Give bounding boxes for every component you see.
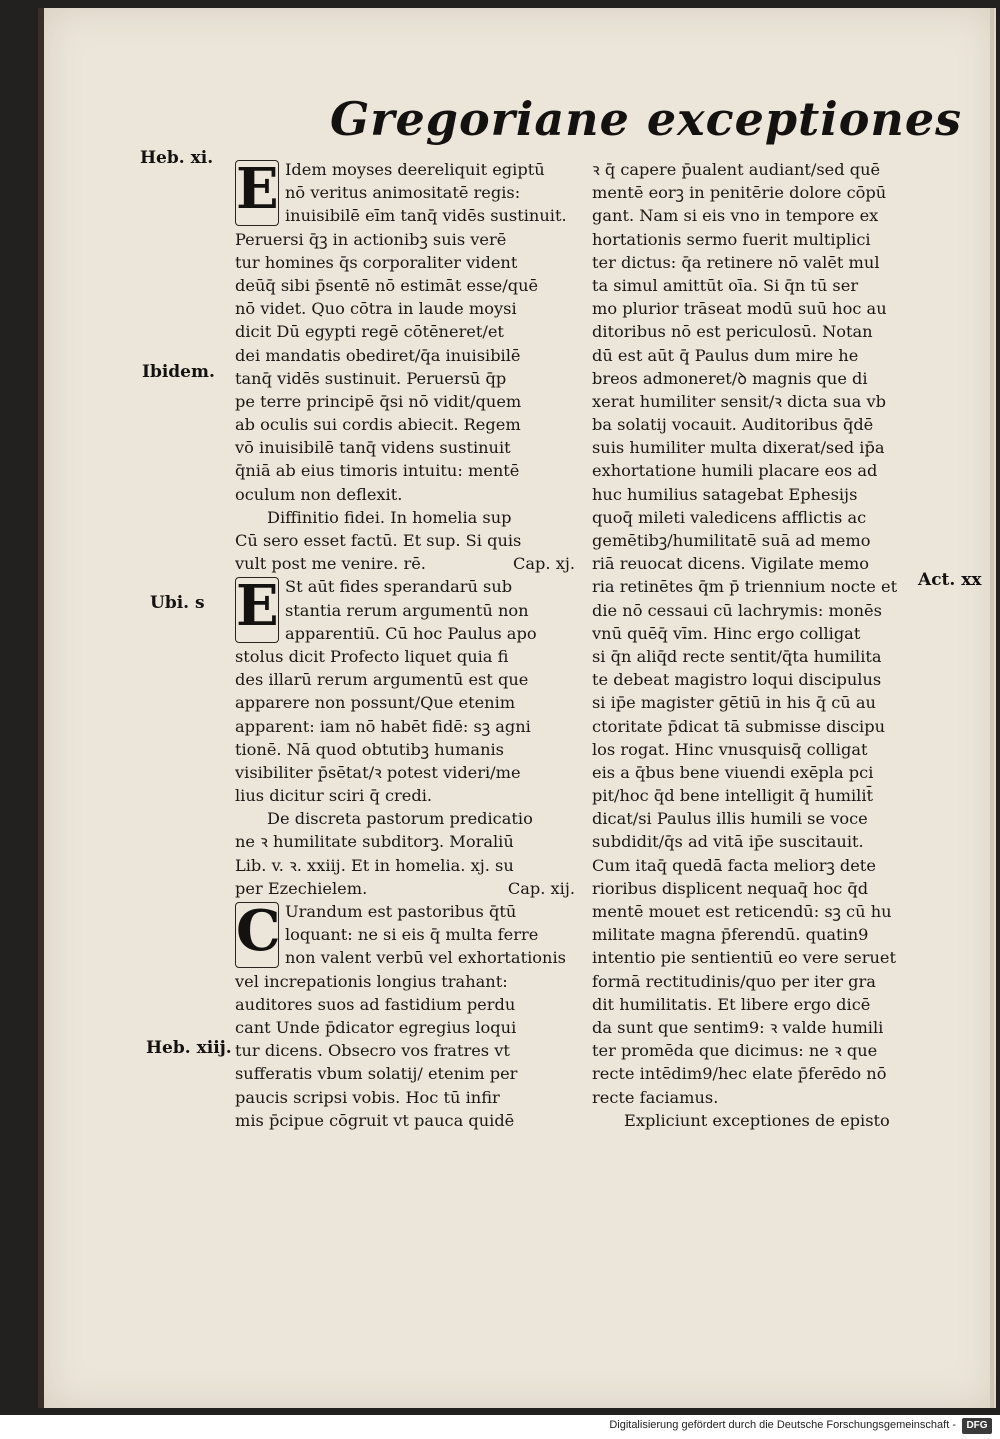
heading-line: [235, 877, 575, 900]
text-line: subdidit/q̄s ad vitā ip̄e suscitauit.: [592, 832, 864, 852]
text-line: stantia rerum argumentū non: [285, 600, 529, 620]
margin-note-heb-xi: Heb. xi.: [140, 148, 214, 168]
text-line: visibiliter p̄sētat/ꝛ potest videri/me: [235, 762, 521, 782]
heading-line: Lib. v. ꝛ. xxiij. Et in homelia. xj. su: [235, 855, 514, 875]
text-line: sufferatis vbum solatij/ etenim per: [235, 1064, 518, 1084]
text-line: ter promēda que dicimus: ne ꝛ que: [592, 1041, 878, 1061]
text-line: ba solatij vocauit. Auditoribus q̄dē: [592, 415, 874, 435]
margin-note-act-xx: Act. xx: [918, 570, 982, 590]
text-line: da sunt que sentim9: ꝛ valde humili: [592, 1017, 884, 1037]
text-line: si q̄n aliq̄d recte sentit/q̄ta humilita: [592, 646, 882, 666]
text-line: eis a q̄bus bene viuendi exēpla pci: [592, 762, 874, 782]
text-line: des illarū rerum argumentū est que: [235, 670, 529, 690]
text-line: nō veritus animositatē regis:: [285, 183, 521, 203]
margin-note-ibidem: Ibidem.: [142, 362, 215, 382]
text-line: quoq̄ mileti valedicens afflictis ac: [592, 507, 867, 527]
text-line: dicit Dū egypti regē cōtēneret/et: [235, 322, 504, 342]
text-line: non valent verbū vel exhortationis: [285, 948, 566, 968]
text-line: dū est aūt q̄ Paulus dum mire he: [592, 345, 859, 365]
heading-line: ne ꝛ humilitate subditorꝫ. Moraliū: [235, 832, 514, 852]
heading-line: De discreta pastorum predicatio: [267, 809, 533, 829]
text-line: inuisibilē eīm tanq̄ vidēs sustinuit.: [285, 206, 567, 226]
text-line: huc humilius satagebat Ephesijs: [592, 484, 858, 504]
left-column: [235, 158, 575, 1132]
heading-line: [235, 552, 575, 575]
paragraph-moyses: [235, 158, 575, 506]
text-line: mentē mouet est reticendū: sꝫ cū hu: [592, 902, 892, 921]
margin-note-heb-xiii: Heb. xiij.: [146, 1038, 232, 1058]
text-line: q̄niā ab eius timoris intuitu: mentē: [235, 461, 520, 481]
right-column: [592, 158, 934, 1132]
text-line: vnū quēq̄ vīm. Hinc ergo colligat: [592, 623, 861, 643]
text-line: formā rectitudinis/quo per iter gra: [592, 971, 876, 991]
text-line: ta simul amittūt oīa. Si q̄n tū ser: [592, 275, 859, 295]
text-line: dit humilitatis. Et libere ergo dicē: [592, 994, 871, 1014]
text-line: exhortatione humili placare eos ad: [592, 461, 878, 481]
heading-diffinitio-fidei: [235, 506, 575, 576]
text-line: hortationis sermo fuerit multiplici: [592, 229, 871, 249]
chapter-ref: Cap. xij.: [507, 878, 575, 898]
heading-text: per Ezechielem.: [235, 878, 368, 898]
text-line: ab oculis sui cordis abiecit. Regem: [235, 415, 521, 435]
text-line: suis humiliter multa dixerat/sed ip̄a: [592, 438, 885, 458]
text-line: si ip̄e magister gētiū in his q̄ cū au: [592, 693, 876, 713]
explicit-line: Expliciunt exceptiones de episto: [624, 1110, 890, 1130]
text-line: apparentiū. Cū hoc Paulus apo: [285, 623, 537, 643]
running-title: Gregoriane exceptiones: [330, 92, 963, 146]
text-line: riā reuocat dicens. Vigilate memo: [592, 554, 869, 574]
text-line: gemētibꝫ/humilitatē suā ad memo: [592, 531, 871, 550]
text-line: ria retinētes q̄m p̄ triennium nocte et: [592, 577, 898, 597]
text-line: die nō cessaui cū lachrymis: monēs: [592, 600, 882, 620]
paragraph-curandum: [235, 900, 575, 1132]
text-line: militate magna p̄ferendū. quatin9: [592, 925, 869, 945]
text-line: te debeat magistro loqui discipulus: [592, 670, 882, 690]
text-line: dicat/si Paulus illis humili se voce: [592, 809, 868, 829]
initial-letter: E: [235, 160, 279, 226]
text-line: Peruersi q̄ꝫ in actionibꝫ suis verē: [235, 229, 507, 249]
text-line: intentio pie sentientiū eo vere seruet: [592, 948, 896, 968]
text-line: apparere non possunt/Que etenim: [235, 693, 516, 713]
text-line: ꝛ q̄ capere p̄ualent audiant/sed quē: [592, 160, 881, 179]
margin-note-ubi: Ubi. s: [150, 593, 205, 613]
text-line: Urandum est pastoribus q̄tū: [285, 902, 517, 921]
dfg-logo-icon: DFG: [962, 1418, 992, 1434]
text-line: rioribus displicent nequaq̄ hoc q̄d: [592, 878, 869, 898]
text-line: ter dictus: q̄a retinere nō valēt mul: [592, 252, 880, 272]
text-line: stolus dicit Profecto liquet quia fi: [235, 646, 509, 666]
text-line: recte faciamus.: [592, 1087, 719, 1107]
text-line: tanq̄ vidēs sustinuit. Peruersū q̄p: [235, 368, 507, 388]
text-line: tur dicens. Obsecro vos fratres vt: [235, 1041, 510, 1061]
text-line: mo plurior trāseat modū suū hoc au: [592, 299, 887, 319]
footer-bar: [0, 1415, 1000, 1439]
text-line: oculum non deflexit.: [235, 484, 403, 504]
text-line: loquant: ne si eis q̄ multa ferre: [285, 925, 539, 945]
text-line: pe terre principē q̄si nō vidit/quem: [235, 391, 522, 411]
initial-letter: C: [235, 902, 279, 968]
text-line: deūq̄ sibi p̄sentē nō estimāt esse/quē: [235, 275, 539, 295]
funding-credit: Digitalisierung gefördert durch die Deutsche Forschungsgemeinschaft -: [609, 1419, 956, 1431]
heading-discreta-predicatione: [235, 807, 575, 900]
text-line: xerat humiliter sensit/ꝛ dicta sua vb: [592, 391, 886, 411]
heading-line: Diffinitio fidei. In homelia sup: [267, 507, 512, 527]
paragraph-fides: [235, 575, 575, 807]
text-line: breos admoneret/ꝺ magnis que di: [592, 368, 868, 388]
text-line: mis p̄cipue cōgruit vt pauca quidē: [235, 1110, 515, 1130]
text-line: lius dicitur sciri q̄ credi.: [235, 786, 433, 806]
text-line: Cum itaq̄ quedā facta meliorꝫ dete: [592, 855, 876, 875]
initial-letter: E: [235, 577, 279, 643]
text-line: tionē. Nā quod obtutibꝫ humanis: [235, 739, 504, 759]
text-line: Idem moyses deereliquit egiptū: [285, 160, 545, 179]
text-line: nō videt. Quo cōtra in laude moysi: [235, 299, 517, 319]
text-line: mentē eorꝫ in penitērie dolore cōpū: [592, 183, 887, 203]
text-line: tur homines q̄s corporaliter vident: [235, 252, 518, 272]
heading-line: Cū sero esset factū. Et sup. Si quis: [235, 531, 522, 550]
text-line: auditores suos ad fastidium perdu: [235, 994, 516, 1014]
text-line: dei mandatis obediret/q̄a inuisibilē: [235, 345, 521, 365]
text-line: cant Unde p̄dicator egregius loqui: [235, 1017, 517, 1037]
heading-text: vult post me venire. rē.: [235, 554, 426, 574]
text-line: gant. Nam si eis vno in tempore ex: [592, 206, 879, 226]
text-line: vel increpationis longius trahant:: [235, 971, 508, 991]
text-line: ditoribus nō est periculosū. Notan: [592, 322, 873, 342]
text-line: St aūt fides sperandarū sub: [285, 577, 513, 597]
text-line: ctoritate p̄dicat tā submisse discipu: [592, 716, 886, 736]
chapter-ref: Cap. xj.: [513, 554, 575, 574]
text-line: vō inuisibilē tanq̄ videns sustinuit: [235, 438, 511, 458]
page-edge: [990, 8, 994, 1408]
text-line: paucis scripsi vobis. Hoc tū infir: [235, 1087, 500, 1107]
text-line: recte intēdim9/hec elate p̄ferēdo nō: [592, 1064, 887, 1084]
text-line: los rogat. Hinc vnusquisq̄ colligat: [592, 739, 868, 759]
text-line: pit/hoc q̄d bene intelligit q̄ humilit̄: [592, 786, 873, 806]
text-line: apparent: iam nō habēt fidē: sꝫ agni: [235, 716, 531, 736]
